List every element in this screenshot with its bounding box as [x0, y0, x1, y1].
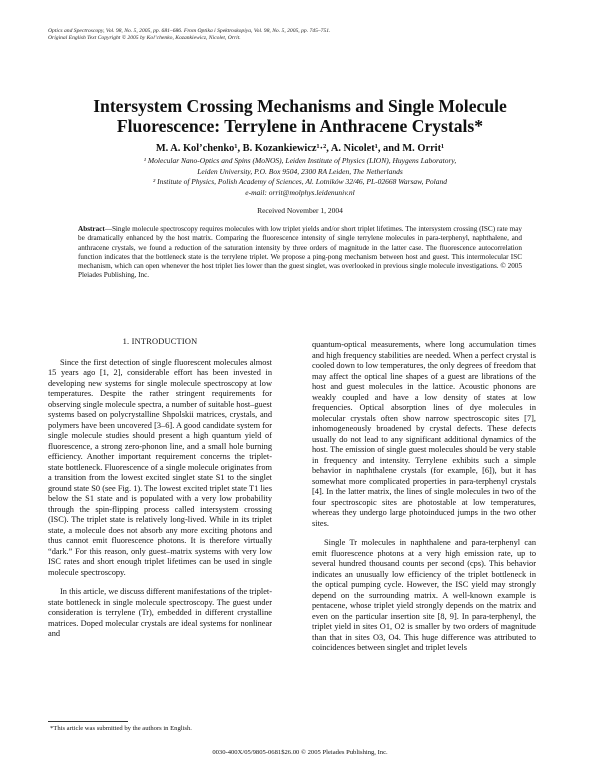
paper-title — [40, 96, 560, 136]
right-column — [312, 340, 536, 654]
copyright-line: Original English Text Copyright © 2005 by Kol’chenko, Kozankiewicz, Nicolet, Orrit. — [48, 35, 241, 41]
affiliation-2: ² Institute of Physics, Polish Academy of Sciences, Al. Lotników 32/46, PL-02668 Warsaw, Poland — [152, 177, 448, 186]
title-line-1: Intersystem Crossing Mechanisms and Single Molecule — [93, 96, 507, 116]
affiliations — [60, 156, 540, 198]
author-list: M. A. Kol’chenko¹, B. Kozankiewicz¹·², A. Nicolet¹, and M. Orrit¹ — [155, 143, 445, 154]
affiliation-1-line-1: ¹ Molecular Nano-Optics and Spins (MoNOS), Leiden Institute of Physics (LION), Huygens Laboratory, — [143, 156, 457, 165]
journal-citation: Optics and Spectroscopy, Vol. 98, No. 5, 2005, pp. 681–686. From Optika i Spektroskopiya, Vol. 98, No. 5, 2005, pp. 745–751. — [48, 28, 331, 34]
paragraph: Single Tr molecules in naphthalene and para-terphenyl can emit fluorescence photons at a very high emission rate, up to several hundred thousand counts per second (cps). This behavior indicates an unusually low efficiency of the triplet bottleneck in the optical pumping cycle. However, the ISC yield may strongly depend on the surrounding matrix. A well-known example is pentacene, whose triplet yield strongly depends on the matrix and even on the particular insertion site [8, 9]. In para-terphenyl, the triplet yield in sites O1, O2 is smaller by two orders of magnitude than that in sites O3, O4. This huge difference was attributed to coincidences between singlet and triplet levels — [312, 538, 536, 652]
footnote: *This article was submitted by the authors in English. — [50, 725, 192, 732]
left-column — [48, 337, 272, 640]
paragraph: quantum-optical measurements, where long accumulation times and high frequency stabilities are needed. When a perfect crystal is cooled down to low temperatures, the only degrees of freedom that may affect the optical line shapes of a guest are librations of the host and guest molecules in the lattice. Acoustic phonons are weakly coupled and have a low density of states at low frequencies. Optical absorption lines of dye molecules in molecular crystals often show narrow spectroscopic sites [7], inhomogeneously broadened by crystal defects. These defects usually do not lead to any significant additional dynamics of the host. The emission of single guest molecules should be very stable in frequency and intensity. Terrylene exhibits such a simple behavior in naphthalene crystals (for example, [6]), but it has somewhat more complicated properties in para-terphenyl crystals [4]. In the latter matrix, the lines of single molecules in two of the four spectroscopic sites are photostable at low temperatures, whereas they undergo large photoinduced jumps in the two other sites. — [312, 340, 536, 528]
paragraph: Since the first detection of single fluorescent molecules almost 15 years ago [1, 2], considerable effort has been invested in developing new systems for single molecule spectroscopy at low temperatures. Despite the rather stringent requirements for observing single molecule spectra, a number of suitable host–guest systems based on polycrystalline Shpolskii matrices, crystals, and polymers have been uncovered [3–6]. A good candidate system for single molecule studies should present a high quantum yield of fluorescence, a strong zero-phonon line, and a small hole burning efficiency. Another important requirement concerns the triplet-state bottleneck. Fluorescence of a single molecule originates from a transition from the lowest excited singlet state S1 to the singlet ground state S0 (see Fig. 1). The lowest excited triplet state T1 lies below the S1 state and is populated with a very low probability through the spin-flipping process called intersystem crossing (ISC). The triplet state is relatively long-lived. While in its triplet state, a molecule does not absorb any more exciting photons and thus cannot emit fluorescence photons. It is therefore virtually “dark.” For this reason, only guest–matrix systems with very low ISC rates and short enough triplet lifetimes can be used in single molecule spectroscopy. — [48, 357, 272, 577]
abstract — [78, 225, 522, 281]
abstract-label: Abstract — [78, 225, 105, 233]
affiliation-1-line-2: Leiden University, P.O. Box 9504, 2300 RA Leiden, The Netherlands — [197, 166, 403, 176]
contact-email: e-mail: orrit@molphys.leidenuniv.nl — [245, 187, 355, 197]
title-line-2: Fluorescence: Terrylene in Anthracene Crystals* — [116, 116, 484, 136]
abstract-text: —Single molecule spectroscopy requires molecules with low triplet yields and/or short triplet lifetimes. The intersystem crossing (ISC) rate may be dramatically enhanced by the host matrix. Comparing the fluorescence intensity of single terrylene molecules in para-terphenyl, naphthalene, and anthracene crystals, we found a reduction of the saturation intensity by three orders of magnitude in the latter case. The fluorescence autocorrelation function indicates that the bottleneck state is the terrylene triplet. We propose a ping-pong mechanism between host and guest. This intermolecular ISC mechanism, which can open whenever the host triplet lies lower than the guest singlet, was overlooked in previous single molecule investigations. © 2005 Pleiades Publishing, Inc. — [78, 225, 522, 280]
footnote-divider — [48, 721, 128, 722]
journal-header — [48, 28, 568, 42]
received-date: Received November 1, 2004 — [257, 206, 343, 215]
paragraph: In this article, we discuss different manifestations of the triplet-state bottleneck in single molecule spectroscopy. The guest under consideration is terrylene (Tr), embedded in different crystalline matrices. Doped molecular crystals are ideal systems for nonlinear and — [48, 587, 272, 638]
section-heading-introduction: 1. INTRODUCTION — [122, 337, 198, 346]
page-footer: 0030-400X/05/9805-0681$26.00 © 2005 Pleiades Publishing, Inc. — [212, 749, 388, 756]
